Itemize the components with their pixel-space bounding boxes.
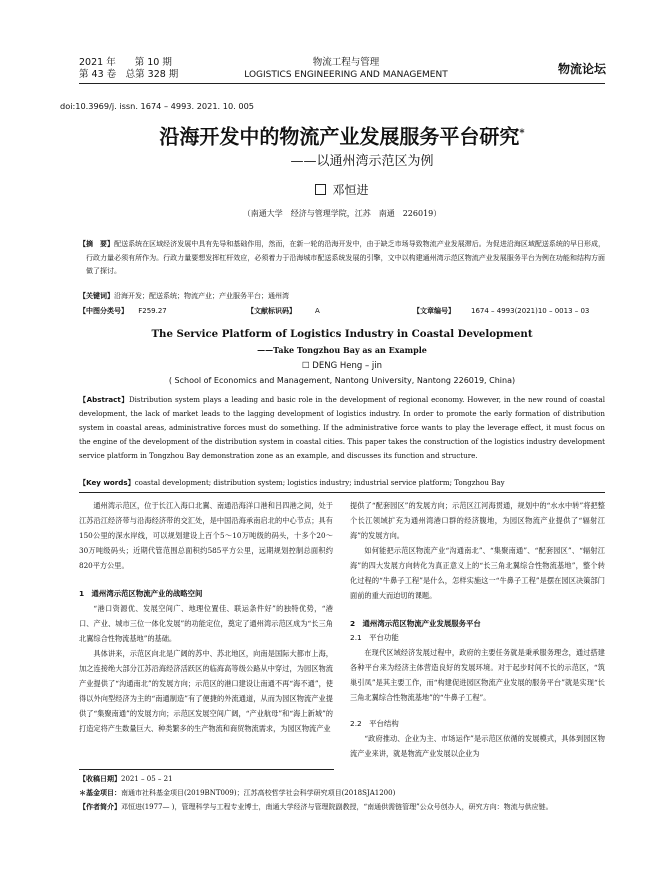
title-en: The Service Platform of Logistics Industry in Coastal Development — [151, 328, 533, 340]
article-id-value: 1674 – 4993(2021)10 – 0013 – 03 — [471, 307, 590, 315]
doc-code-label: 【文献标识码】 — [247, 307, 296, 315]
article-id-label: 【文章编号】 — [413, 307, 455, 315]
intro-paragraph: 通州湾示范区，位于长江入海口北翼、南通沿海洋口港和吕四港之间，处于江苏沿江经济带与沿海经济带的交汇处，是中国沿海承南启北的中心节点；具有150公里的深水岸线，可以规划建设上百个5～10万吨级的码头，十多个20～30万吨级码头；近期代管范围总面积约585平方公里，远期规划控制总面积约820平方公里。 — [79, 501, 333, 570]
clc-label: 【中图分类号】 — [79, 307, 128, 315]
title-cn-text: 沿海开发中的物流产业发展服务平台研究 — [159, 124, 520, 149]
doi: doi:10.3969/j. issn. 1674 – 4993. 2021. 10. 005 — [60, 101, 255, 111]
abstract-cn-text: 配送系统在区域经济发展中具有先导和基础作用，然而，在新一轮的沿海开发中，由于缺乏市场导致物流产业发展滞后。为促进沿海区域配送系统的早日形成，行政力量必须有所作为。行政力量要想发挥杠杆效应，必须着力于沿海城市配送系统发展的引擎，文中以构建通州湾示范区物流产业发展服务平台为例在功能和结构方面做了探讨。 — [86, 240, 606, 275]
section-1-paragraph-3: 如何能把示范区物流产业“沟通南北”、“集聚南通”、“配套园区”、“辐射江海”的四大发展方向转化为真正意义上的“长三角北翼综合性物流基地”，整个转化过程的“牛鼻子工程”是什么，怎样实施这一“牛鼻子工程”是摆在园区决策部门面前的重大而迫切的课题。 — [350, 546, 605, 600]
subtitle-en: ——Take Tongzhou Bay as an Example — [257, 345, 427, 355]
abstract-divider — [79, 492, 605, 493]
footnote-rule — [79, 769, 334, 770]
section-2-1-heading: 2.1 平台功能 — [350, 633, 399, 642]
abstract-cn — [79, 238, 605, 279]
author-bio-label: 【作者简介】 — [79, 803, 121, 811]
section-2-heading: 2 通州湾示范区物流产业发展服务平台 — [350, 619, 481, 628]
journal-name-en: LOGISTICS ENGINEERING AND MANAGEMENT — [244, 70, 448, 80]
volume-line: 第 43 卷 总第 328 期 — [79, 69, 179, 80]
author-cn-name: 邓恒进 — [332, 183, 369, 197]
abstract-cn-label: 【摘 要】 — [79, 240, 115, 248]
section-2-2-heading: 2.2 平台结构 — [350, 719, 399, 728]
keywords-en-text: coastal development; distribution system; logistics industry; industrial service platform; Tongzhou Bay — [134, 478, 505, 487]
clc-value: F259.27 — [138, 307, 167, 315]
column-name: 物流论坛 — [557, 62, 606, 76]
received-date — [79, 773, 605, 787]
section-1-paragraph-1: “港口资源优、发展空间广、地理位置佳、联运条件好”的独特优势，“港口、产业、城市三位一体化发展”的功能定位，奠定了通州湾示范区成为“长三角北翼综合性物流基地”的基础。 — [79, 604, 333, 643]
section-2-1-paragraph: 在现代区域经济发展过程中，政府的主要任务就是秉承服务理念，通过搭建各种平台来为经济主体营造良好的发展环境。对于起步时间不长的示范区，“筑巢引凤”是其主要工作，而“构建促进园区物流产业发展的服务平台”就是实现“长三角北翼综合性物流基地”的“牛鼻子工程”。 — [350, 648, 605, 702]
author-box-icon — [315, 184, 326, 195]
keywords-en-label: 【Key words】 — [79, 478, 135, 487]
section-2-2-body — [350, 731, 605, 761]
title-footnote-mark: * — [519, 128, 525, 139]
issue-line: 2021 年 第 10 期 — [79, 57, 172, 68]
keywords-cn — [79, 290, 605, 304]
author-en: ☐ DENG Heng – jin — [301, 361, 383, 371]
journal-name-cn: 物流工程与管理 — [312, 57, 380, 68]
section-1-heading: 1 通州湾示范区物流产业的战略空间 — [79, 589, 203, 598]
author-bio-text: 邓恒进(1977— )，管理科学与工程专业博士，南通大学经济与管理院副教授，“南通供需链管理”公众号创办人，研究方向：物流与供应链。 — [121, 803, 553, 811]
keywords-cn-text: 沿海开发；配送系统；物流产业；产业服务平台；通州湾 — [114, 292, 289, 300]
received-label: 【收稿日期】 — [79, 775, 121, 783]
abstract-en — [79, 393, 605, 463]
left-column-body — [79, 601, 333, 736]
fund-note — [79, 787, 605, 801]
affiliation-cn: （南通大学 经济与管理学院，江苏 南通 226019） — [242, 209, 442, 218]
continued-paragraph: 提供了“配套园区”的发展方向；示范区江河海贯通，规划中的“水水中转”将把整个长江领域扩充为通州湾港口群的经济腹地，为园区物流产业提供了“辐射江海”的发展方向。 — [350, 501, 605, 540]
received-value: 2021 – 05 – 21 — [121, 775, 173, 783]
right-column — [350, 498, 605, 603]
abstract-en-label: 【Abstract】 — [79, 395, 129, 404]
title-cn — [79, 121, 605, 150]
abstract-en-text: Distribution system plays a leading and basic role in the development of regional economy. However, in the new round of coastal development, the lack of market leads to the lagging development of logistics industry. In order to promote the early formation of distribution system in coastal areas, administrative forces must do something. If the administrative force wants to play the leverage effect, it must focus on the engine of the development of the distribution system in coastal cities. This paper takes the construction of the logistics industry development service platform in Tongzhou Bay demonstration zone as an example, and discusses its function and structure. — [79, 395, 605, 460]
left-column — [79, 498, 333, 573]
keywords-cn-label: 【关键词】 — [79, 292, 114, 300]
affiliation-en: ( School of Economics and Management, Nantong University, Nantong 226019, China) — [168, 376, 516, 385]
section-2-1-body — [350, 645, 605, 705]
header-rule — [79, 83, 605, 84]
fund-value: 南通市社科基金项目(2019BNT009)；江苏高校哲学社会科学研究项目(2018SJA1200) — [121, 789, 396, 797]
subtitle-cn: ——以通州湾示范区为例 — [290, 154, 434, 169]
fund-label: ＊基金项目： — [79, 789, 121, 797]
doc-code-value: A — [315, 307, 320, 315]
keywords-en — [79, 476, 605, 489]
section-2-2-paragraph: “政府推动、企业为主、市场运作”是示范区依循的发展模式，具体到园区物流产业来讲，就是物流产业发展以企业为 — [350, 734, 605, 758]
author-bio — [79, 801, 605, 815]
section-1-paragraph-2: 具体讲来，示范区向北是广阔的苏中、苏北地区，向南是国际大都市上海，加之连接绝大部分江苏沿海经济活跃区的临海高等级公路从中穿过，为园区物流产业提供了“沟通南北”的发展方向；示范区的港口建设让南通不再“海不通”，使得以外向型经济为主的“南通制造”有了便捷的外流通道，从而为园区物流产业提供了“集聚南通”的发展方向；示范区发展空间广阔，“产业航母”和“海上新城”的打造定将产生数量巨大、种类繁多的生产物流和商贸物流需求，为园区物流产业 — [79, 649, 333, 733]
classification-codes — [79, 305, 605, 319]
author-cn — [79, 182, 605, 198]
